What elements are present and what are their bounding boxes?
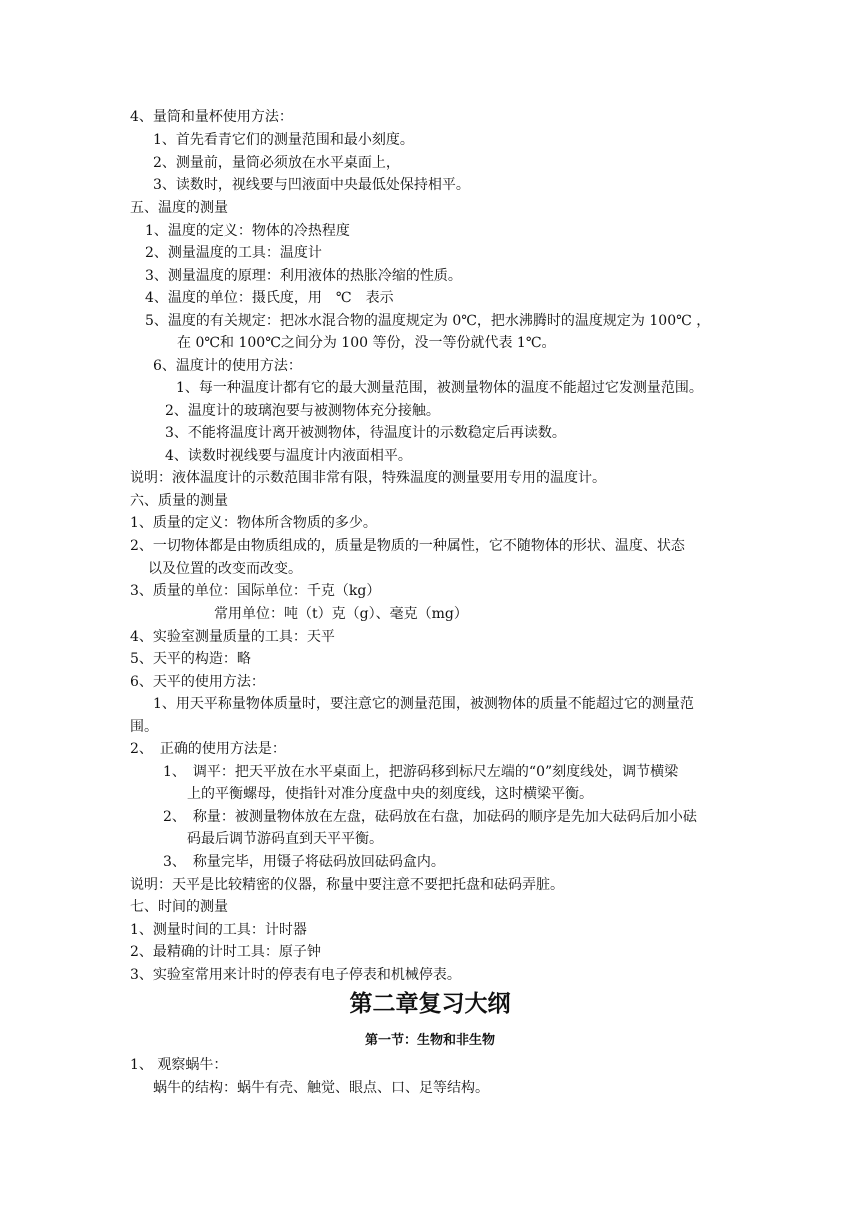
text-line: 在 0℃和 100℃之间分为 100 等份，没一等份就代表 1℃。 — [177, 335, 556, 351]
text-line: 以及位置的改变而改变。 — [148, 561, 302, 577]
text-line: 3、读数时，视线要与凹液面中央最低处保持相平。 — [153, 177, 470, 193]
text-line: 3、实验室常用来计时的停表有电子停表和机械停表。 — [130, 967, 461, 983]
text-line: 4、温度的单位：摄氏度，用 ℃ 表示 — [145, 290, 394, 306]
text-line: 说明：天平是比较精密的仪器，称量中要注意不要把托盘和砝码弄脏。 — [130, 877, 564, 893]
text-line: 3、质量的单位：国际单位：千克（kg） — [130, 583, 381, 599]
text-line: 围。 — [130, 719, 158, 735]
text-line: 1、 调平：把天平放在水平桌面上，把游码移到标尺左端的“0”刻度线处，调节横梁 — [163, 764, 679, 780]
text-line: 2、测量前，量筒必须放在水平桌面上， — [153, 155, 400, 171]
text-line: 1、温度的定义：物体的冷热程度 — [145, 223, 350, 239]
text-line: 码最后调节游码直到天平平衡。 — [187, 831, 383, 847]
section-heading: 七、时间的测量 — [130, 899, 228, 915]
text-line: 1、 观察蜗牛： — [130, 1057, 228, 1073]
text-line: 1、质量的定义：物体所含物质的多少。 — [130, 515, 377, 531]
text-line: 说明：液体温度计的示数范围非常有限，特殊温度的测量要用专用的温度计。 — [130, 470, 606, 486]
text-line: 5、温度的有关规定：把冰水混合物的温度规定为 0℃，把水沸腾时的温度规定为 100℃ ， — [145, 313, 711, 329]
text-line: 2、一切物体都是由物质组成的，质量是物质的一种属性，它不随物体的形状、温度、状态 — [130, 538, 685, 554]
text-line: 3、不能将温度计离开被测物体，待温度计的示数稳定后再读数。 — [165, 425, 566, 441]
text-line: 1、每一种温度计都有它的最大测量范围，被测量物体的温度不能超过它发测量范围。 — [176, 380, 703, 396]
text-line: 6、天平的使用方法： — [130, 674, 265, 690]
text-line: 2、 正确的使用方法是： — [130, 741, 286, 757]
text-line: 4、读数时视线要与温度计内液面相平。 — [165, 448, 412, 464]
text-line: 5、天平的构造：略 — [130, 651, 251, 667]
text-line: 2、 称量：被测量物体放在左盘，砝码放在右盘，加砝码的顺序是先加大砝码后加小砝 — [163, 809, 697, 825]
text-line: 常用单位：吨（t）克（g）、毫克（mg） — [214, 606, 468, 622]
text-line: 1、首先看青它们的测量范围和最小刻度。 — [153, 132, 414, 148]
section-heading: 五、温度的测量 — [130, 200, 228, 216]
section-heading: 六、质量的测量 — [130, 493, 228, 509]
text-line: 1、测量时间的工具：计时器 — [130, 922, 307, 938]
text-line: 2、温度计的玻璃泡要与被测物体充分接触。 — [165, 403, 440, 419]
section-title: 第一节：生物和非生物 — [364, 1033, 495, 1048]
chapter-title: 第二章复习大纲 — [349, 991, 511, 1017]
text-line: 4、量筒和量杯使用方法： — [130, 109, 293, 125]
text-line: 2、测量温度的工具：温度计 — [145, 245, 322, 261]
text-line: 上的平衡螺母，使指针对准分度盘中央的刻度线，这时横梁平衡。 — [187, 786, 593, 802]
text-line: 蜗牛的结构：蜗牛有壳、触觉、眼点、口、足等结构。 — [153, 1080, 489, 1096]
text-line: 4、实验室测量质量的工具：天平 — [130, 629, 335, 645]
text-line: 3、 称量完毕，用镊子将砝码放回砝码盒内。 — [163, 854, 445, 870]
text-line: 6、温度计的使用方法： — [153, 358, 302, 374]
text-line: 2、最精确的计时工具：原子钟 — [130, 944, 321, 960]
text-line: 3、测量温度的原理：利用液体的热胀冷缩的性质。 — [145, 268, 462, 284]
text-line: 1、用天平称量物体质量时，要注意它的测量范围，被测物体的质量不能超过它的测量范 — [153, 696, 694, 712]
